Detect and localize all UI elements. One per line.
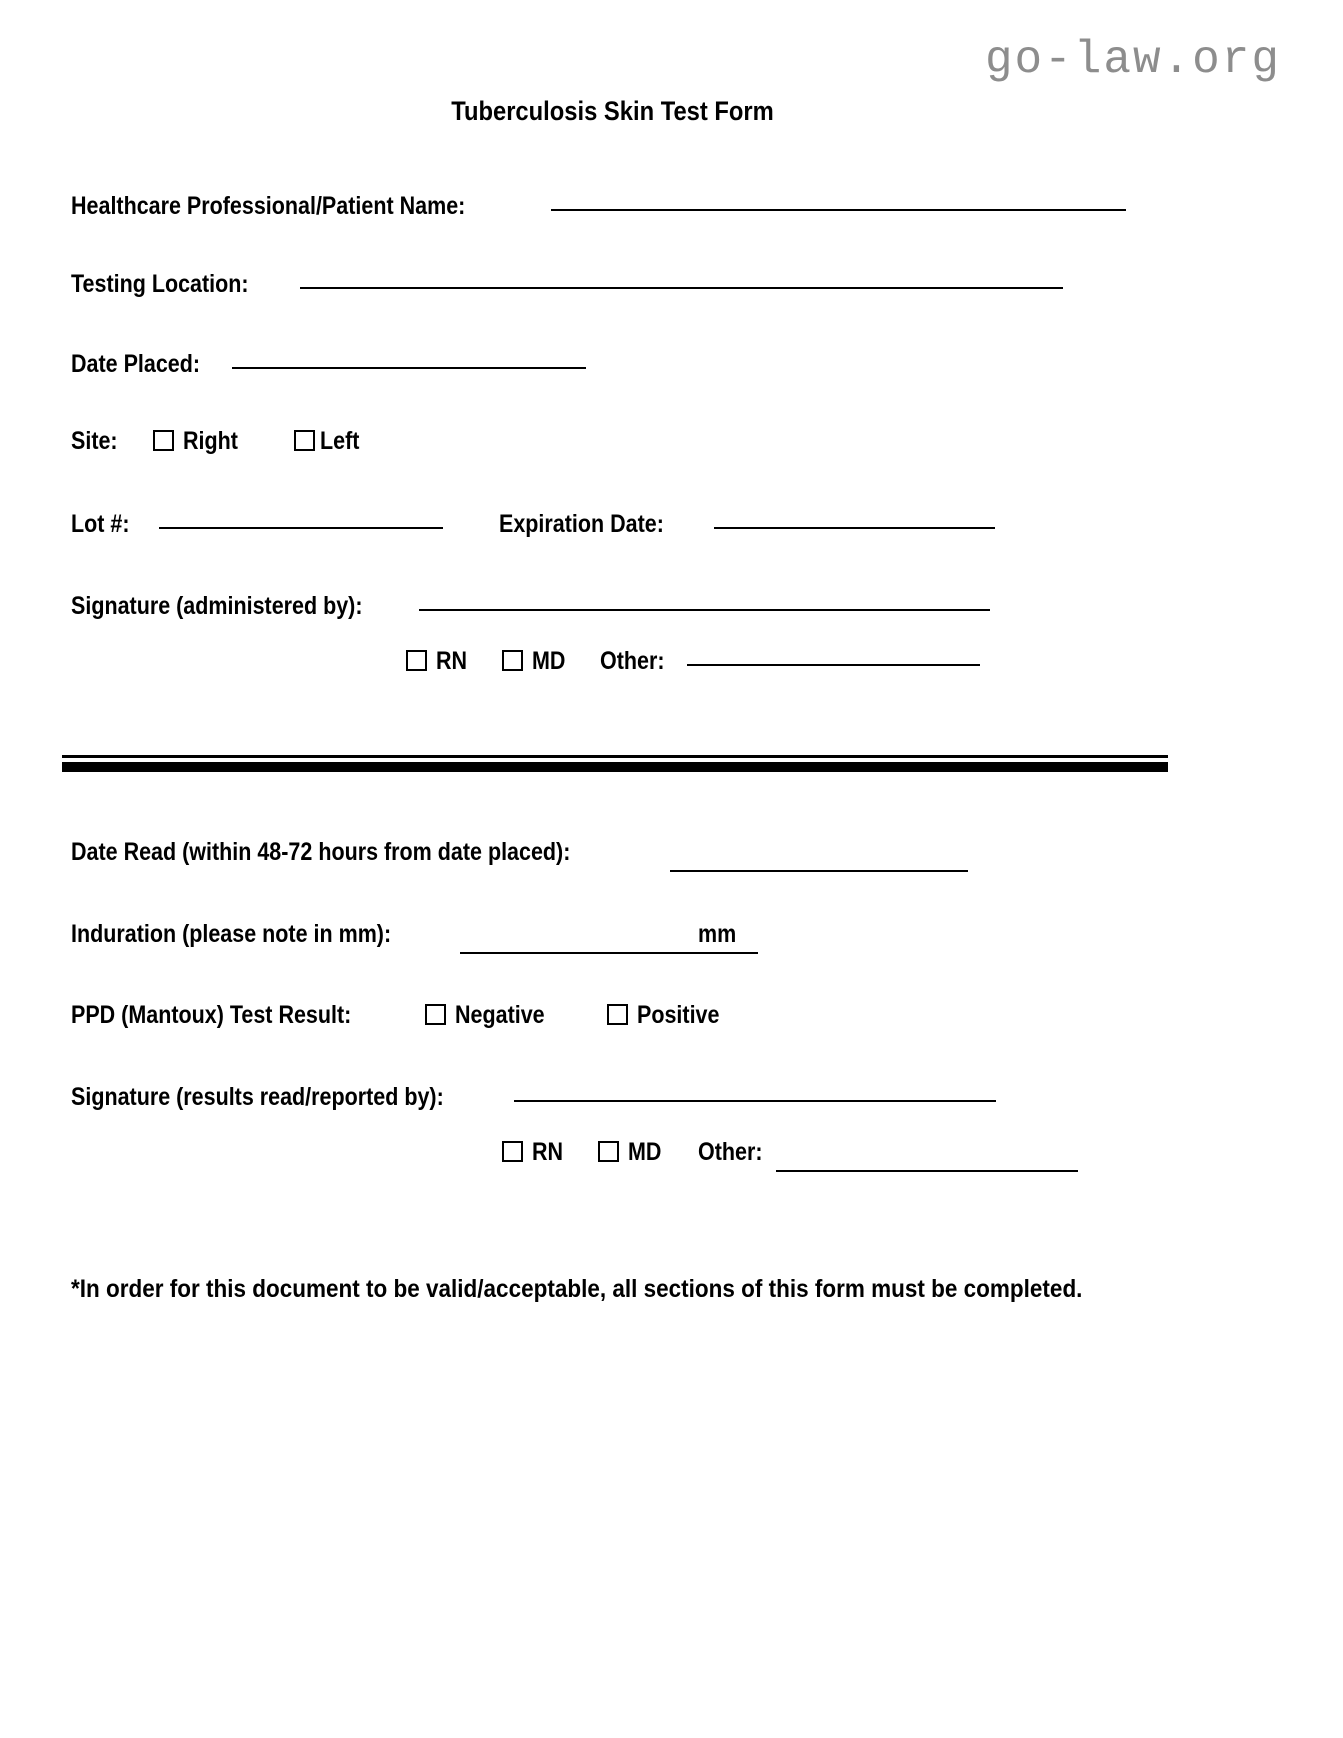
rn-administered-label: RN <box>436 647 468 675</box>
ppd-negative-checkbox[interactable] <box>425 1004 446 1025</box>
field-row-lot-number <box>71 510 443 539</box>
site-label: Site: <box>71 427 118 455</box>
validity-footnote: *In order for this document to be valid/acceptable, all sections of this form must be completed. <box>71 1275 1083 1303</box>
expiration-date-label: Expiration Date: <box>499 510 664 538</box>
patient-name-input[interactable] <box>551 209 1126 211</box>
ppd-result-label: PPD (Mantoux) Test Result: <box>71 1001 352 1029</box>
credential-row-administered <box>406 647 980 676</box>
divider-thick-rule <box>62 762 1168 772</box>
rn-administered-checkbox[interactable] <box>406 650 427 671</box>
lot-number-input[interactable] <box>159 527 443 529</box>
site-left-checkbox[interactable] <box>294 430 315 451</box>
signature-read-label: Signature (results read/reported by): <box>71 1083 444 1111</box>
signature-administered-label: Signature (administered by): <box>71 592 363 620</box>
induration-label: Induration (please note in mm): <box>71 920 392 948</box>
other-administered-label: Other: <box>600 647 665 675</box>
signature-administered-input[interactable] <box>419 609 990 611</box>
credential-row-read <box>502 1138 1078 1167</box>
ppd-negative-label: Negative <box>454 1001 545 1029</box>
section-divider <box>62 755 1168 772</box>
date-placed-input[interactable] <box>232 367 586 369</box>
induration-input[interactable] <box>460 952 758 954</box>
testing-location-label: Testing Location: <box>71 270 249 298</box>
expiration-date-input[interactable] <box>714 527 995 529</box>
md-read-label: MD <box>628 1138 662 1166</box>
other-administered-input[interactable] <box>687 664 980 666</box>
patient-name-label: Healthcare Professional/Patient Name: <box>71 192 466 220</box>
signature-read-input[interactable] <box>514 1100 996 1102</box>
page-title: Tuberculosis Skin Test Form <box>451 96 774 126</box>
field-row-ppd-result <box>71 1001 733 1030</box>
field-row-date-placed <box>71 350 586 379</box>
field-row-expiration-date <box>499 510 995 539</box>
induration-unit-label: mm <box>698 920 737 948</box>
site-watermark: go-law.org <box>984 34 1281 86</box>
date-read-label: Date Read (within 48-72 hours from date placed): <box>71 838 571 866</box>
field-row-signature-read <box>71 1083 996 1112</box>
site-right-checkbox[interactable] <box>153 430 174 451</box>
date-placed-label: Date Placed: <box>71 350 201 378</box>
lot-number-label: Lot #: <box>71 510 130 538</box>
site-right-label: Right <box>183 427 239 455</box>
rn-read-checkbox[interactable] <box>502 1141 523 1162</box>
testing-location-input[interactable] <box>300 287 1063 289</box>
field-row-testing-location <box>71 270 1063 299</box>
rn-read-label: RN <box>532 1138 564 1166</box>
field-row-signature-administered <box>71 592 990 621</box>
md-administered-checkbox[interactable] <box>502 650 523 671</box>
md-read-checkbox[interactable] <box>598 1141 619 1162</box>
field-row-date-read <box>71 838 968 867</box>
date-read-input[interactable] <box>670 870 968 872</box>
ppd-positive-label: Positive <box>637 1001 720 1029</box>
other-read-label: Other: <box>698 1138 763 1166</box>
field-row-site <box>71 427 366 456</box>
field-row-patient-name <box>71 192 1126 221</box>
ppd-positive-checkbox[interactable] <box>607 1004 628 1025</box>
site-left-label: Left <box>320 427 360 455</box>
field-row-induration <box>71 920 743 949</box>
other-read-input[interactable] <box>776 1170 1078 1172</box>
md-administered-label: MD <box>532 647 566 675</box>
